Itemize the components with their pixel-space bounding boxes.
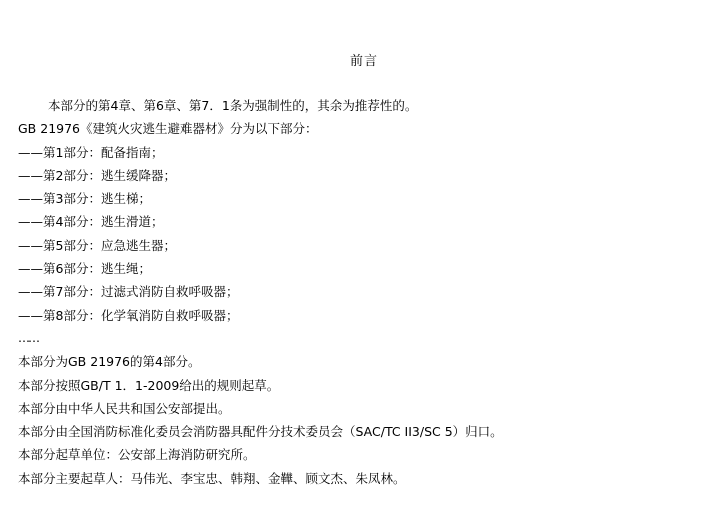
part-list-item: ——第7部分：过滤式消防自救呼吸器；: [18, 284, 239, 300]
part-statement: 本部分为GB 21976的第4部分。: [18, 354, 201, 370]
drafting-rules-statement: 本部分按照GB/T 1．1-2009给出的规则起草。: [18, 377, 280, 393]
list-ellipsis: ……: [18, 330, 38, 345]
part-list-item: ——第1部分：配备指南；: [18, 144, 164, 160]
part-list-item: ——第8部分：化学氧消防自救呼吸器；: [18, 307, 239, 323]
part-list-item: ——第6部分：逃生绳；: [18, 261, 151, 277]
page-title: 前言: [349, 54, 378, 69]
drafting-organization: 本部分起草单位：公安部上海消防研究所。: [18, 447, 256, 463]
part-list-item: ——第3部分：逃生梯；: [18, 191, 151, 207]
mandatory-clause-statement: 本部分的第4章、第6章、第7．1条为强制性的，其余为推荐性的。: [48, 98, 418, 113]
part-list-item: ——第2部分：逃生缓降器；: [18, 167, 176, 183]
committee-statement: 本部分由全国消防标准化委员会消防器具配件分技术委员会（SAC/TC II3/SC 5）归口。: [18, 424, 503, 440]
standard-parts-intro: GB 21976《建筑火灾逃生避难器材》分为以下部分：: [18, 121, 318, 137]
proposer-statement: 本部分由中华人民共和国公安部提出。: [18, 400, 231, 416]
foreword-body: [18, 94, 708, 490]
main-drafters: 本部分主要起草人：马伟光、李宝忠、韩翔、金鞾、顾文杰、朱凤林。: [18, 470, 406, 486]
part-list-item: ——第5部分：应急逃生器；: [18, 237, 176, 253]
part-list-item: ——第4部分：逃生滑道；: [18, 214, 164, 230]
